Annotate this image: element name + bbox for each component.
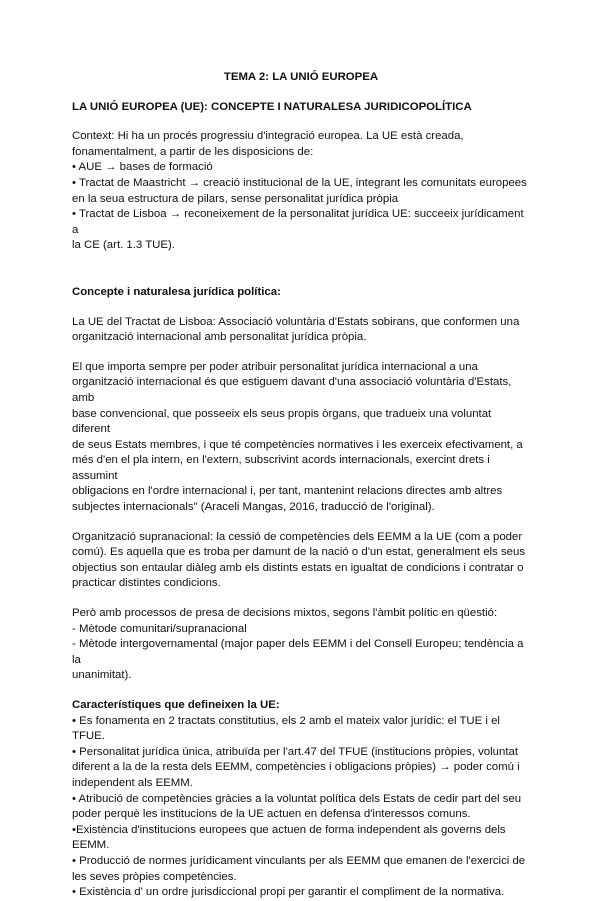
list-item: • Personalitat jurídica única, atribuïda per l'art.47 del TFUE (institucions pròpies, voluntat [72, 745, 518, 758]
list-item: poder perquè les institucions de la UE actuen en defensa d'interessos comuns. [72, 808, 471, 821]
list-item: EEMM. [72, 839, 110, 852]
list-item: • Producció de normes jurídicament vinculants per als EEMM que emanen de l'exercici de [72, 854, 526, 867]
quote-paragraph [72, 360, 530, 516]
concept-heading: Concepte i naturalesa jurídica política: [72, 285, 281, 298]
definition-paragraph [72, 315, 530, 346]
text-line: El que importa sempre per poder atribuir personalitat jurídica internacional a una [72, 360, 478, 373]
context-line: Context: Hi ha un procés progressiu d'integració europea. La UE està creada, [72, 130, 464, 143]
list-item: • Es fonamenta en 2 tractats constitutius, els 2 amb el mateix valor jurídic: el TUE i el TFUE. [72, 714, 500, 743]
text-line: - Mètode intergovernamental (major paper dels EEMM i del Consell Europeu; tendència a la [72, 638, 524, 666]
context-line: • AUE → bases de formació [72, 161, 213, 174]
context-line: en la seua estructura de pilars, sense personalitat jurídica pròpia [72, 192, 399, 205]
text-line: base convencional, que posseeix els seus propis òrgans, que tradueix una voluntat diferent [72, 407, 492, 436]
text-line: obligacions en l'ordre internacional i, per tant, mantenint relacions directes amb altres [72, 485, 503, 498]
document-title: TEMA 2: LA UNIÓ EUROPEA [223, 71, 379, 83]
context-line: • Tractat de Maastricht → creació institucional de la UE, integrant les comunitats europees [72, 176, 527, 189]
text-line: organització internacional és que estiguem davant d'una associació voluntària d'Estats, amb [72, 376, 512, 404]
methods-paragraph [72, 606, 530, 684]
list-item: les seves pròpies competències. [72, 870, 237, 883]
text-line: unanimitat). [72, 669, 132, 682]
text-line: Però amb processos de presa de decisions mixtos, segons l'àmbit polític en qüestió: [72, 607, 498, 620]
list-item: diferent a la de la resta dels EEMM, competències i obligacions pròpies) → poder comú i [72, 761, 520, 774]
context-line: • Tractat de Lisboa → reconeixement de la personalitat jurídica UE: succeeix jurídicament a [72, 208, 524, 236]
context-line: fonamentalment, a partir de les disposicions de: [72, 145, 314, 158]
context-paragraph [72, 129, 530, 254]
list-item: independent als EEMM. [72, 776, 193, 789]
supranational-paragraph [72, 530, 530, 592]
characteristics-heading: Característiques que defineixen la UE: [72, 699, 280, 711]
text-line: més d'en el pla intern, en l'extern, subscrivint acords internacionals, exercint drets i assumint [72, 454, 490, 482]
document-page [72, 70, 530, 901]
text-line: - Mètode comunitari/supranacional [72, 622, 247, 635]
text-line: objectius son entaular diàleg amb els distints estats en igualtat de condicions i contratar o [72, 561, 524, 574]
text-line: Organització supranacional: la cessió de competències dels EEMM a la UE (com a poder [72, 530, 523, 543]
list-item: • Existència d' un ordre jurisdiccional propi per garantir el compliment de la normativa. [72, 886, 505, 899]
text-line: subjectes internacionals" (Araceli Mangas, 2016, traducció de l'original). [72, 501, 435, 514]
text-line: La UE del Tractat de Lisboa: Associació voluntària d'Estats sobirans, que conformen una [72, 315, 520, 328]
text-line: practicar distintes condicions. [72, 577, 221, 590]
text-line: de seus Estats membres, i que té competències normatives i les exerceix efectivament, a [72, 438, 523, 451]
context-line: la CE (art. 1.3 TUE). [72, 239, 175, 252]
text-line: comú). Es aquella que es troba per damunt de la nació o d'un estat, generalment els seus [72, 546, 526, 559]
list-item: • Atribució de competències gràcies a la voluntat política dels Estats de cedir part del seu [72, 792, 522, 805]
text-line: organització internacional amb personalitat jurídica pròpia. [72, 331, 367, 344]
list-item: •Existència d'institucions europees que actuen de forma independent als governs dels [72, 823, 506, 836]
characteristics-list [72, 714, 530, 901]
document-subtitle: LA UNIÓ EUROPEA (UE): CONCEPTE I NATURALESA JURIDICOPOLÍTICA [72, 100, 472, 113]
